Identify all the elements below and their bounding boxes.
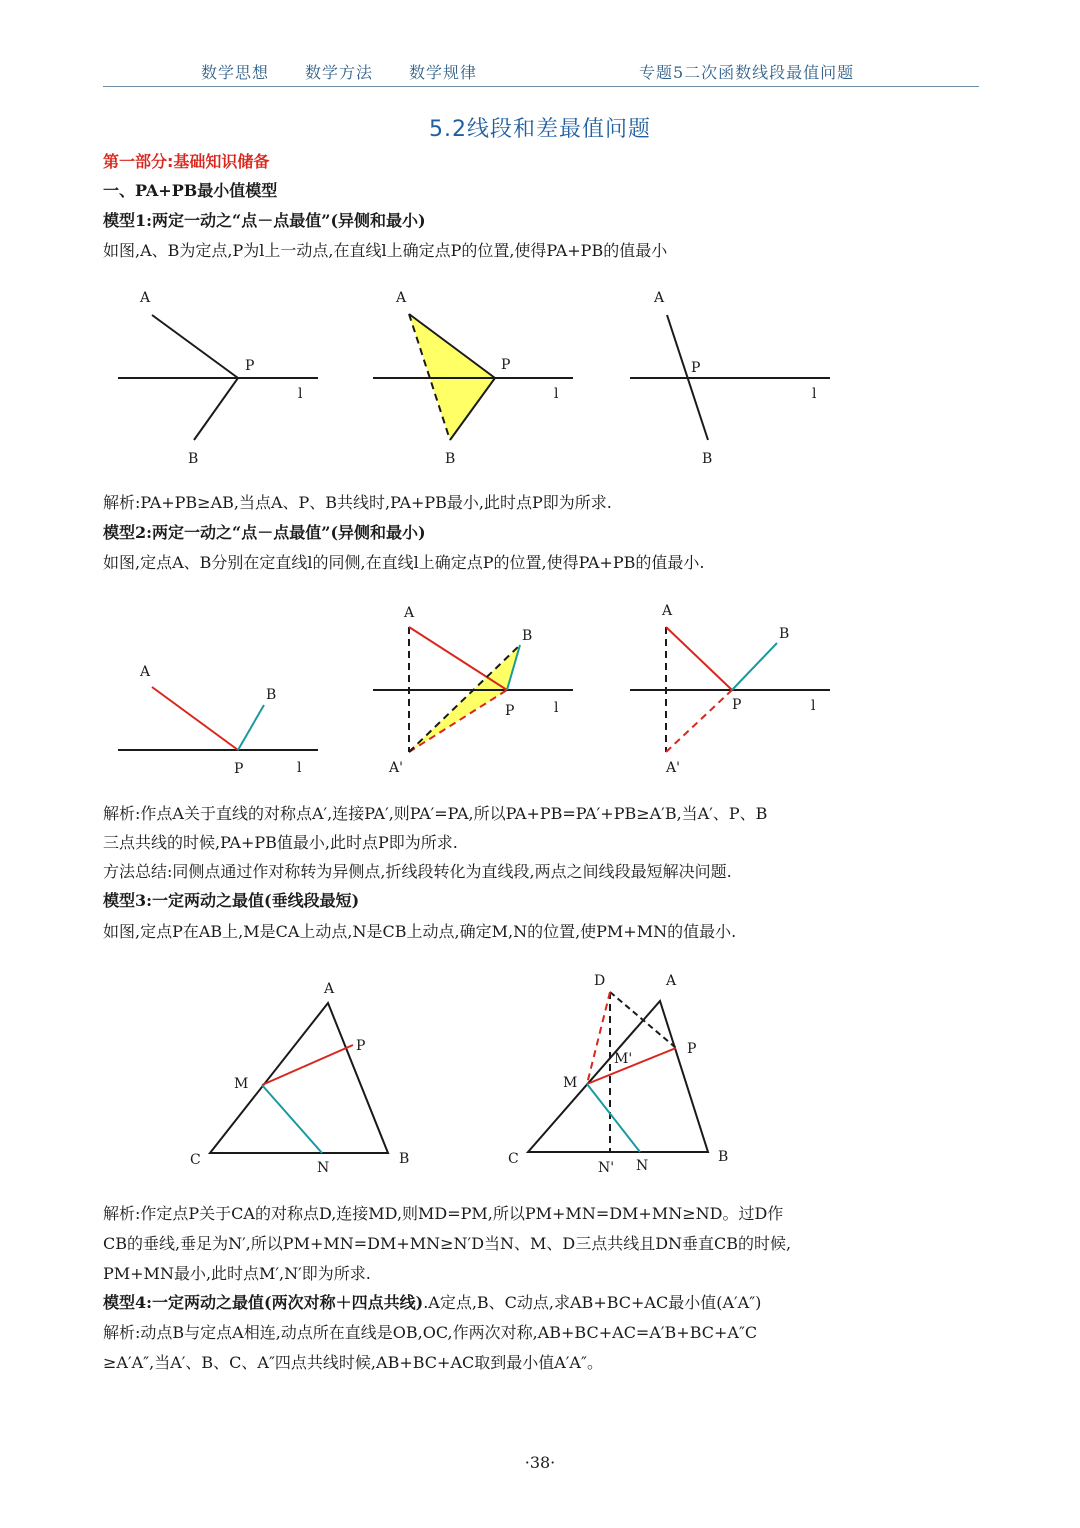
header-math-rule: 数学规律 [409,63,478,82]
model3-desc: 如图,定点P在AB上,M是CA上动点,N是CB上动点,确定M,N的位置,使PM+MN的值最小. [103,922,737,941]
label-n: N [317,1160,330,1175]
label-b: B [266,687,277,703]
label-l: l [812,386,817,402]
figure-7 [180,975,430,1175]
figure-6 [622,600,842,785]
model4-heading-tail: .A定点,B、C动点,求AB+BC+AC最小值(A′A″) [423,1293,762,1312]
segment-ap-red [666,627,732,690]
figure-5 [365,600,585,785]
label-b: B [702,451,713,467]
label-a: A [140,664,151,680]
model2-summary: 方法总结:同侧点通过作对称转为异侧点,折线段转化为直线段,两点之间线段最短解决问题. [103,862,732,881]
model2-analysis-line2: 三点共线的时候,PA+PB值最小,此时点P即为所求. [103,833,458,852]
label-p: P [505,703,515,719]
segment-ap-red [409,627,507,690]
label-l: l [298,386,303,402]
label-a-prime: A' [389,760,403,776]
label-p: P [501,357,511,373]
model4-heading-line [103,1292,761,1314]
label-b: B [522,628,533,644]
label-a: A [666,973,677,989]
segment-a2p-red-dashed [666,690,732,752]
model3-analysis-line1: 解析:作定点P关于CA的对称点D,连接MD,则MD=PM,所以PM+MN=DM+MN≥ND。过D作 [103,1204,784,1223]
label-b: B [399,1151,410,1167]
segment-ap-red [152,687,238,750]
model4-heading: 模型4:一定两动之最值(两次对称＋四点共线) [103,1293,424,1312]
label-a: A [396,290,407,306]
label-l: l [811,698,816,714]
label-b: B [718,1149,729,1165]
label-b: B [779,626,790,642]
label-p: P [356,1038,366,1054]
page-number: ·38· [524,1453,556,1472]
label-c: C [190,1152,201,1168]
label-n: N [636,1158,649,1174]
model3-analysis-line2: CB的垂线,垂足为N′,所以PM+MN=DM+MN≥N′D当N、M、D三点共线且DN垂直CB的时候, [103,1234,792,1253]
model1-heading: 模型1:两定一动之“点－点最值”(异侧和最小) [103,211,426,230]
label-a: A [654,290,665,306]
page-header [103,56,979,87]
label-a: A [324,981,335,997]
label-p: P [691,360,701,376]
model4-analysis-line1: 解析:动点B与定点A相连,动点所在直线是OB,OC,作两次对称,AB+BC+AC=A′B+BC+A″C [103,1323,758,1342]
model3-heading: 模型3:一定两动之最值(垂线段最短) [103,891,360,910]
part-heading: 第一部分:基础知识储备 [103,152,270,171]
label-b: B [188,451,199,467]
segment-mn-teal [262,1085,322,1153]
label-p: P [234,761,244,777]
label-p: P [732,697,742,713]
model3-analysis-line3: PM+MN最小,此时点M′,N′即为所求. [103,1264,371,1283]
label-l: l [554,386,559,402]
figure-2 [365,285,585,470]
model2-desc: 如图,定点A、B分别在定直线l的同侧,在直线l上确定点P的位置,使得PA+PB的值最小. [103,553,705,572]
segment-pb-teal [238,705,264,750]
model1-desc: 如图,A、B为定点,P为l上一动点,在直线l上确定点P的位置,使得PA+PB的值最小 [103,241,668,260]
figure-4 [110,600,330,785]
label-c: C [508,1151,519,1167]
label-a-prime: A' [666,760,680,776]
label-l: l [554,700,559,716]
label-p: P [687,1041,697,1057]
figure-8 [500,965,750,1180]
segment-mp-red [262,1045,353,1085]
label-m-prime: M' [614,1051,633,1067]
label-a: A [662,603,673,619]
segment-mn-teal [587,1084,640,1152]
label-d: D [594,973,606,989]
segment-pb [194,378,238,440]
model4-analysis-line2: ≥A′A″,当A′、B、C、A″四点共线时候,AB+BC+AC取到最小值A′A″。 [103,1353,603,1372]
triangle-abc [528,1001,708,1152]
label-p: P [245,358,255,374]
label-a: A [140,290,151,306]
header-math-method: 数学方法 [305,63,374,82]
label-a: A [404,605,415,621]
section-heading: 一、PA+PB最小值模型 [103,181,278,200]
model2-analysis-line1: 解析:作点A关于直线的对称点A′,连接PA′,则PA′=PA,所以PA+PB=PA′+PB≥A′B,当A′、P、B [103,804,768,823]
header-math-thinking: 数学思想 [201,63,270,82]
model2-heading: 模型2:两定一动之“点－点最值”(异侧和最小) [103,523,426,542]
label-m: M [234,1076,249,1092]
model1-analysis: 解析:PA+PB≥AB,当点A、P、B共线时,PA+PB最小,此时点P即为所求. [103,493,612,512]
segment-pb-teal [732,643,777,690]
label-l: l [297,760,302,776]
label-m: M [563,1075,578,1091]
figure-1 [110,285,330,470]
header-topic: 专题5二次函数线段最值问题 [639,63,855,82]
segment-ap [152,315,238,378]
label-n-prime: N' [598,1160,615,1176]
label-b: B [445,451,456,467]
figure-3 [622,285,842,470]
page-title: 5.2线段和差最值问题 [429,117,651,142]
